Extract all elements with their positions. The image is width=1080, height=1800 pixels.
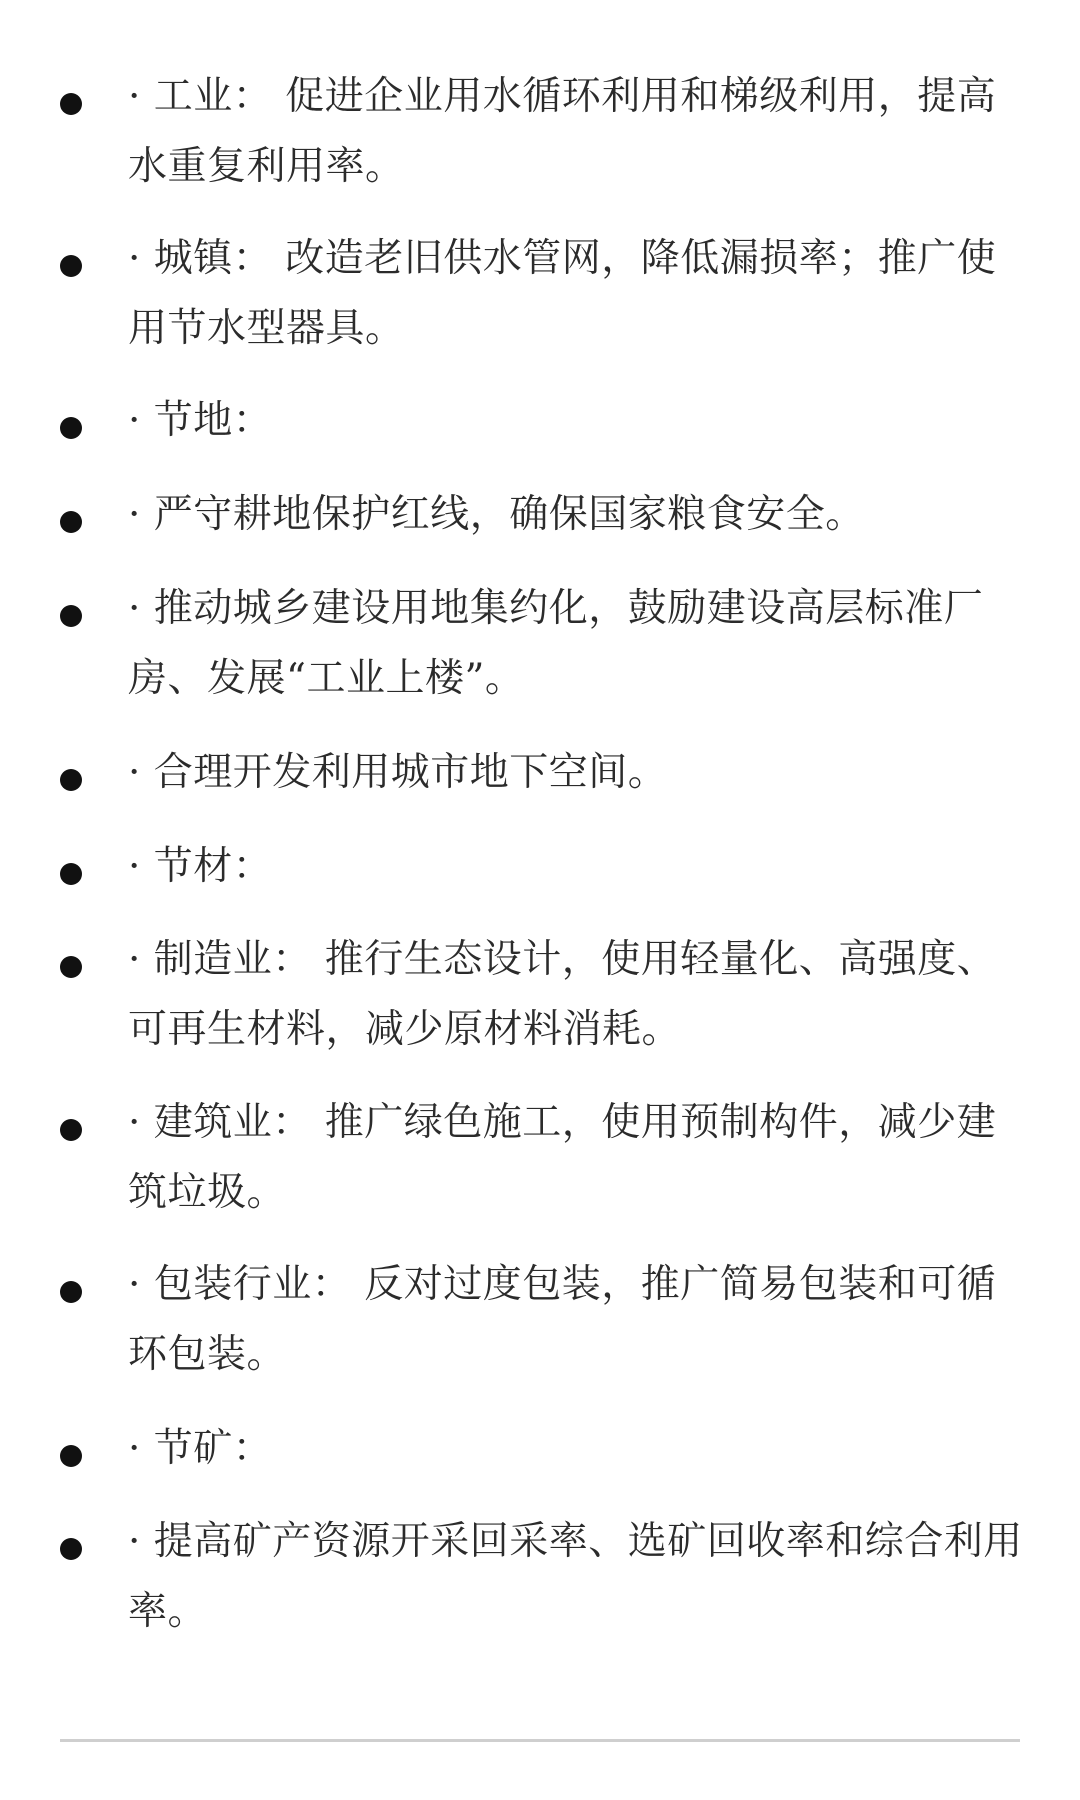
- list-item-text: · 包装行业： 反对过度包装，推广简易包装和可循环包装。: [128, 1262, 997, 1377]
- list-item-text: · 城镇： 改造老旧供水管网，降低漏损率；推广使用节水型器具。: [128, 236, 997, 351]
- list-item-text: · 严守耕地保护红线，确保国家粮食安全。: [128, 492, 865, 537]
- bullet-icon: [60, 255, 82, 277]
- list-item-text: · 工业： 促进企业用水循环利用和梯级利用，提高水重复利用率。: [128, 74, 997, 189]
- list-item-text: · 节矿：: [128, 1426, 273, 1471]
- bullet-icon: [60, 769, 82, 791]
- bullet-icon: [60, 1281, 82, 1303]
- bullet-icon: [60, 511, 82, 533]
- bullet-icon: [60, 863, 82, 885]
- bullet-icon: [60, 956, 82, 978]
- list-item-text: · 合理开发利用城市地下空间。: [128, 750, 668, 795]
- bullet-icon: [60, 1445, 82, 1467]
- list-item-text: · 提高矿产资源开采回采率、选矿回收率和综合利用率。: [128, 1519, 1023, 1634]
- bullet-icon: [60, 417, 82, 439]
- list-item-text: · 节地：: [128, 398, 273, 443]
- bullet-icon: [60, 1119, 82, 1141]
- bullet-icon: [60, 605, 82, 627]
- list-item-text: · 建筑业： 推广绿色施工，使用预制构件，减少建筑垃圾。: [128, 1100, 997, 1215]
- list-item-text: · 制造业： 推行生态设计，使用轻量化、高强度、可再生材料，减少原材料消耗。: [128, 937, 997, 1052]
- bullet-icon: [60, 1538, 82, 1560]
- list-item-text: · 推动城乡建设用地集约化，鼓励建设高层标准厂房、发展“工业上楼”。: [128, 586, 984, 701]
- bullet-icon: [60, 93, 82, 115]
- list-item-text: · 节材：: [128, 844, 273, 889]
- divider: [60, 1739, 1020, 1742]
